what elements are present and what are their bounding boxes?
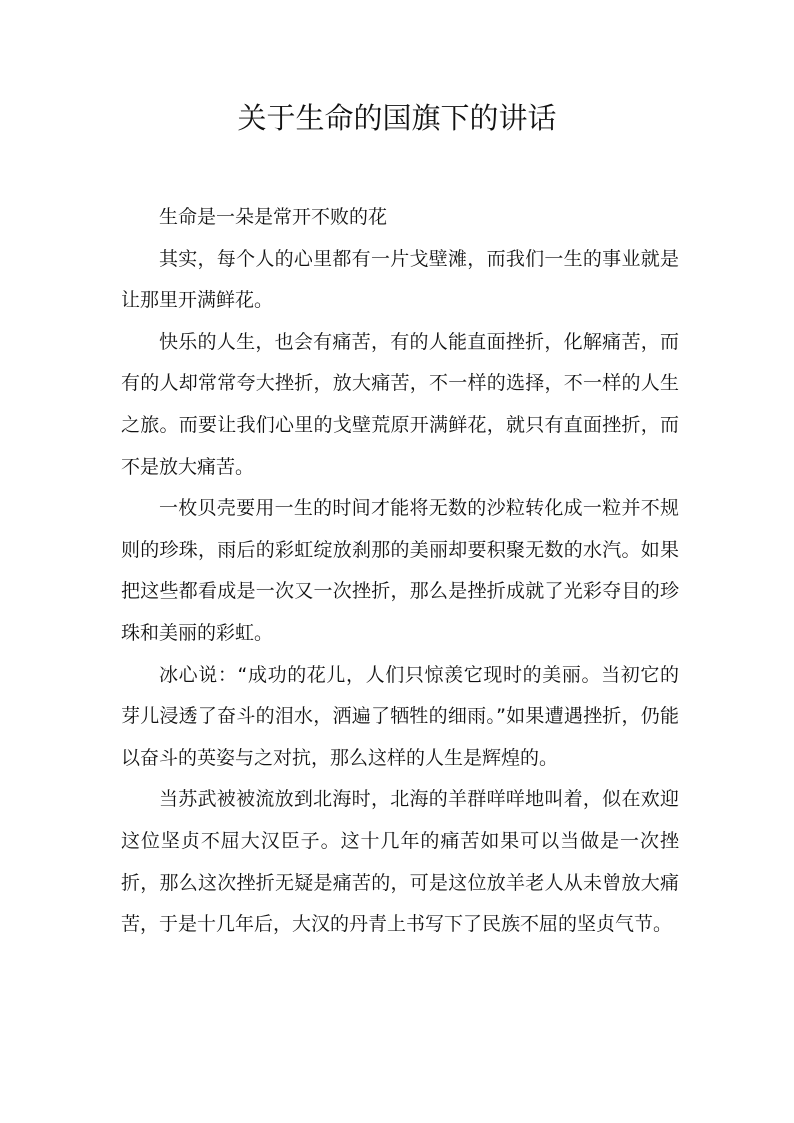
- paragraph: 生命是一朵是常开不败的花: [159, 206, 388, 228]
- paragraph: 冰心说：“成功的花儿，人们只惊羡它现时的美丽。当初它的芽儿浸透了奋斗的泪水，洒遍了牺牲的细雨。”如果遭遇挫折，仍能以奋斗的英姿与之对抗，那么这样的人生是辉煌的。: [121, 663, 679, 769]
- document-body: [121, 197, 679, 946]
- paragraph: 当苏武被被流放到北海时，北海的羊群咩咩地叫着，似在欢迎这位坚贞不屈大汉臣子。这十几年的痛苦如果可以当做是一次挫折，那么这次挫折无疑是痛苦的，可是这位放羊老人从未曾放大痛苦，于是十几年后，大汉的丹青上书写下了民族不屈的坚贞气节。: [121, 788, 679, 936]
- document-title: 关于生命的国旗下的讲话: [237, 101, 557, 135]
- paragraph: 快乐的人生，也会有痛苦，有的人能直面挫折，化解痛苦，而有的人却常常夸大挫折，放大痛苦，不一样的选择，不一样的人生之旅。而要让我们心里的戈壁荒原开满鲜花，就只有直面挫折，而不是放大痛苦。: [121, 330, 679, 478]
- paragraph: 其实，每个人的心里都有一片戈壁滩，而我们一生的事业就是让那里开满鲜花。: [121, 247, 679, 312]
- paragraph: 一枚贝壳要用一生的时间才能将无数的沙粒转化成一粒并不规则的珍珠，雨后的彩虹绽放刹那的美丽却要积聚无数的水汽。如果把这些都看成是一次又一次挫折，那么是挫折成就了光彩夺目的珍珠和美丽的彩虹。: [121, 497, 679, 644]
